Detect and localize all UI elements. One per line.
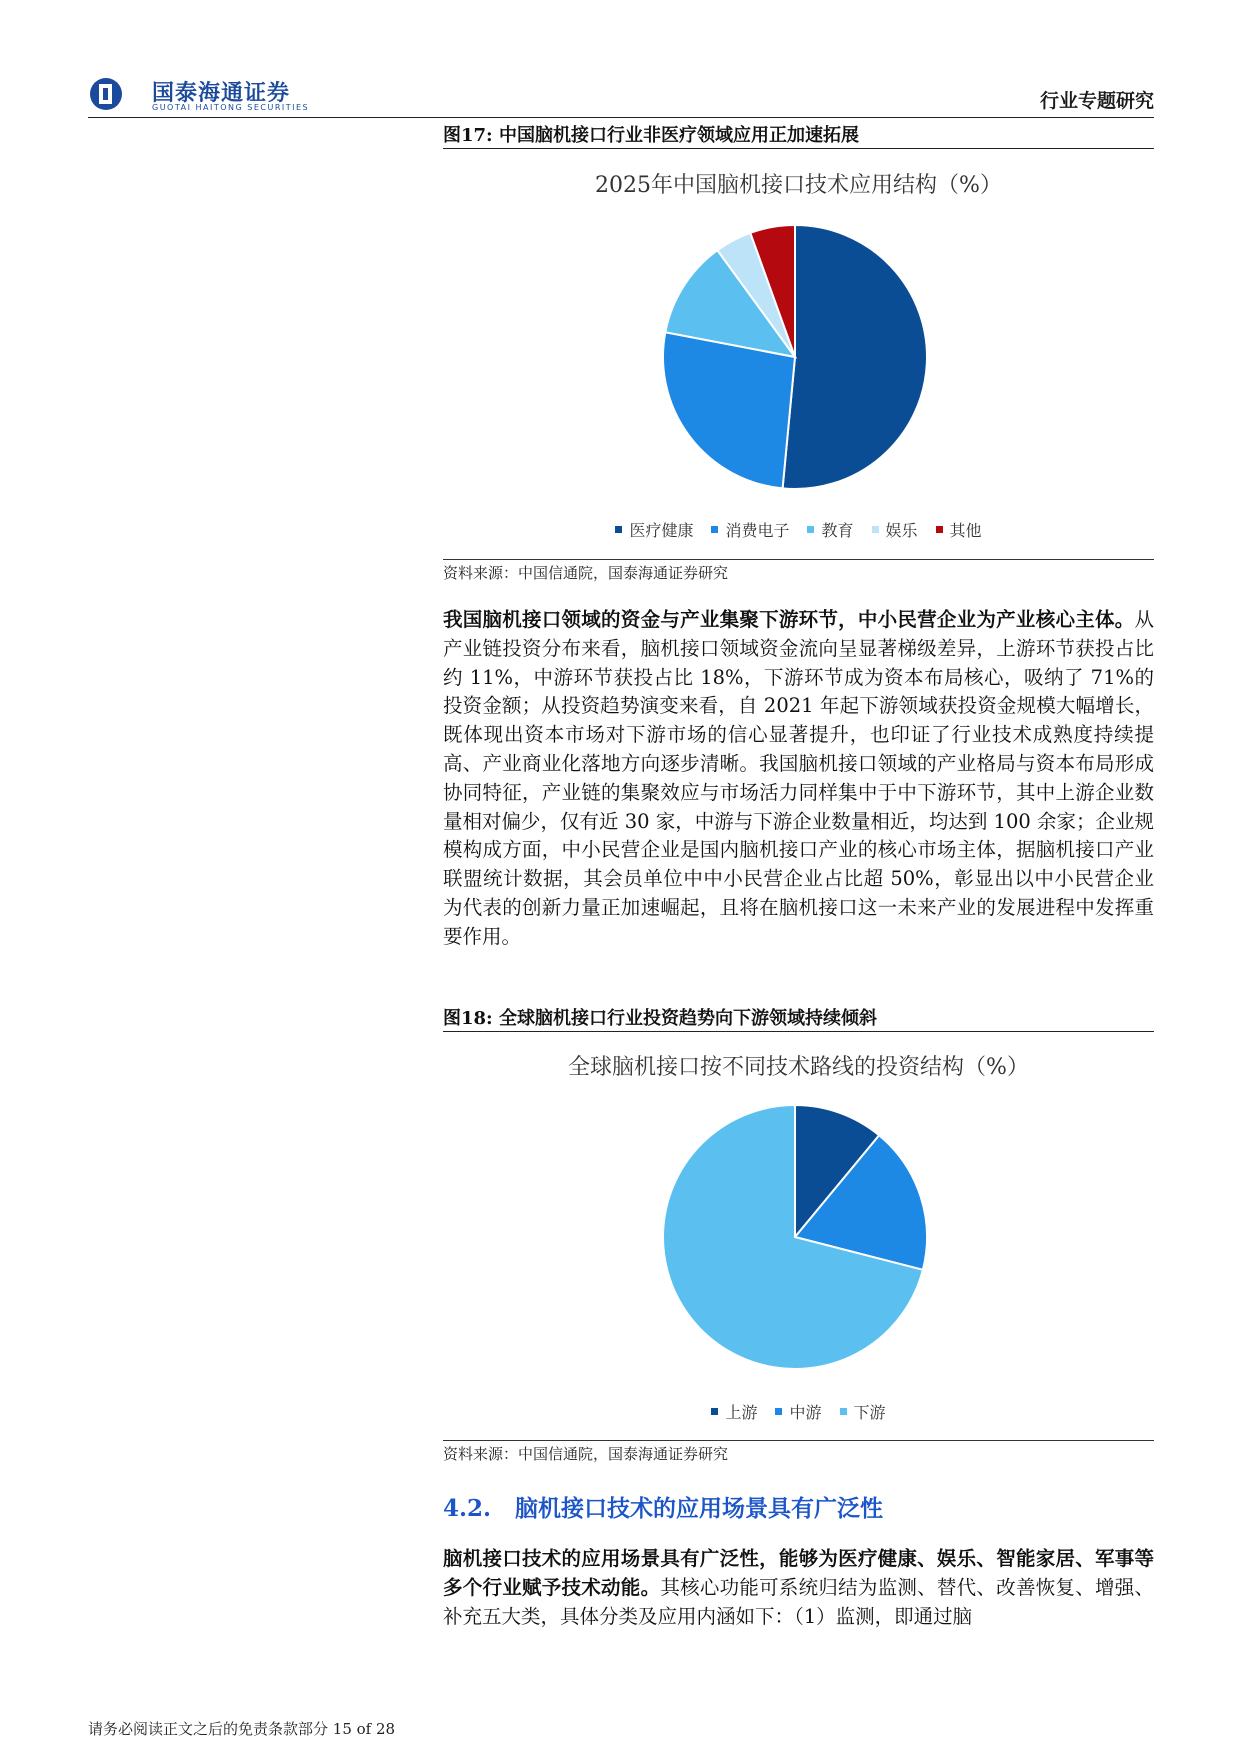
figure-18-source-rule — [443, 1440, 1154, 1441]
figure-17-caption: 图17: 中国脑机接口行业非医疗领域应用正加速拓展 — [443, 125, 859, 146]
chart-2-legend — [443, 1400, 1154, 1423]
report-type: 行业专题研究 — [1039, 90, 1154, 112]
chart-2-legend-item — [840, 1400, 886, 1423]
chart-1-legend-label: 消费电子 — [725, 521, 790, 540]
section-number: 4.2. — [443, 1495, 492, 1522]
header-divider — [88, 117, 1154, 118]
figure-17-source: 资料来源：中国信通院，国泰海通证券研究 — [443, 564, 729, 582]
chart-1-legend-item — [807, 518, 853, 541]
chart-2-legend-swatch — [840, 1408, 847, 1415]
figure-18-caption: 图18: 全球脑机接口行业投资趋势向下游领域持续倾斜 — [443, 1008, 877, 1029]
chart-1-legend-label: 其他 — [949, 521, 982, 540]
paragraph-applications-lead: 脑机接口技术的应用场景具有广泛性，能够为医疗健康、娱乐、智能家居、军事等多个行业赋予技术动能。 — [443, 1547, 1154, 1599]
chart-1-legend-swatch — [615, 526, 622, 533]
chart-2-legend-swatch — [775, 1408, 782, 1415]
chart-1-slice-0 — [783, 225, 927, 489]
chart-1-pie — [660, 222, 930, 492]
chart-1-legend-label: 娱乐 — [885, 521, 918, 540]
chart-2-legend-item — [711, 1400, 757, 1423]
chart-1-legend — [443, 518, 1154, 541]
chart-1-legend-item — [711, 518, 789, 541]
chart-1-legend-swatch — [872, 526, 879, 533]
chart-1-legend-item — [615, 518, 693, 541]
section-heading — [443, 1490, 883, 1523]
chart-1-legend-label: 教育 — [821, 521, 854, 540]
chart-1-legend-item — [936, 518, 982, 541]
chart-2-legend-item — [775, 1400, 821, 1423]
chart-1-slice-1 — [663, 332, 795, 488]
chart-2-legend-swatch — [711, 1408, 718, 1415]
brand-name: 国泰海通证券 — [152, 81, 291, 106]
brand-english-name: GUOTAI HAITONG SECURITIES — [152, 103, 310, 112]
chart-1-legend-swatch — [807, 526, 814, 533]
chart-1-legend-swatch — [936, 526, 943, 533]
paragraph-investment-body: 从产业链投资分布来看，脑机接口领域资金流向呈显著梯级差异，上游环节获投占比约 11%，中游环节获投占比 18%，下游环节成为资本布局核心，吸纳了 71%的投资金额；从投资趋势演变来看，自 2021 年起下游领域获投资金规模大幅增长，既体现出资本市场对下游市场的信心显著提升，也印证了行业技术成熟度持续提高、产业商业化落地方向逐步清晰。我国脑机接口领域的产业格局与资本布局形成协同特征，产业链的集聚效应与市场活力同样集中于中下游环节，其中上游企业数量相对偏少，仅有近 30 家，中游与下游企业数量相近，均达到 100 余家；企业规模构成方面，中小民营企业是国内脑机接口产业的核心市场主体，据脑机接口产业联盟统计数据，其会员单位中中小民营企业占比超 50%，彰显出以中小民营企业为代表的创新力量正加速崛起，且将在脑机接口这一未来产业的发展进程中发挥重要作用。 — [443, 608, 1154, 948]
footer-disclaimer: 请务必阅读正文之后的免责条款部分 15 of 28 — [88, 1720, 396, 1738]
chart-1-title: 2025年中国脑机接口技术应用结构（%） — [595, 173, 1002, 198]
figure-17-rule — [443, 148, 1154, 149]
figure-18-source: 资料来源：中国信通院，国泰海通证券研究 — [443, 1445, 729, 1463]
figure-17-source-rule — [443, 559, 1154, 560]
company-logo-icon — [88, 76, 148, 112]
chart-1-legend-label: 医疗健康 — [629, 521, 694, 540]
chart-2-title: 全球脑机接口按不同技术路线的投资结构（%） — [568, 1055, 1029, 1080]
paragraph-investment — [443, 606, 1154, 952]
chart-1-legend-item — [872, 518, 918, 541]
figure-18-rule — [443, 1031, 1154, 1032]
chart-2-pie — [660, 1102, 930, 1372]
chart-2-legend-label: 下游 — [853, 1403, 886, 1422]
paragraph-investment-lead: 我国脑机接口领域的资金与产业集聚下游环节，中小民营企业为产业核心主体。 — [443, 608, 1135, 631]
chart-1-legend-swatch — [711, 526, 718, 533]
chart-2-legend-label: 中游 — [789, 1403, 822, 1422]
chart-2-legend-label: 上游 — [725, 1403, 758, 1422]
section-title: 脑机接口技术的应用场景具有广泛性 — [515, 1495, 884, 1522]
paragraph-applications-body: 其核心功能可系统归结为监测、替代、改善恢复、增强、补充五大类，具体分类及应用内涵如下：（1）监测，即通过脑 — [443, 1575, 1154, 1628]
paragraph-applications — [443, 1545, 1154, 1631]
